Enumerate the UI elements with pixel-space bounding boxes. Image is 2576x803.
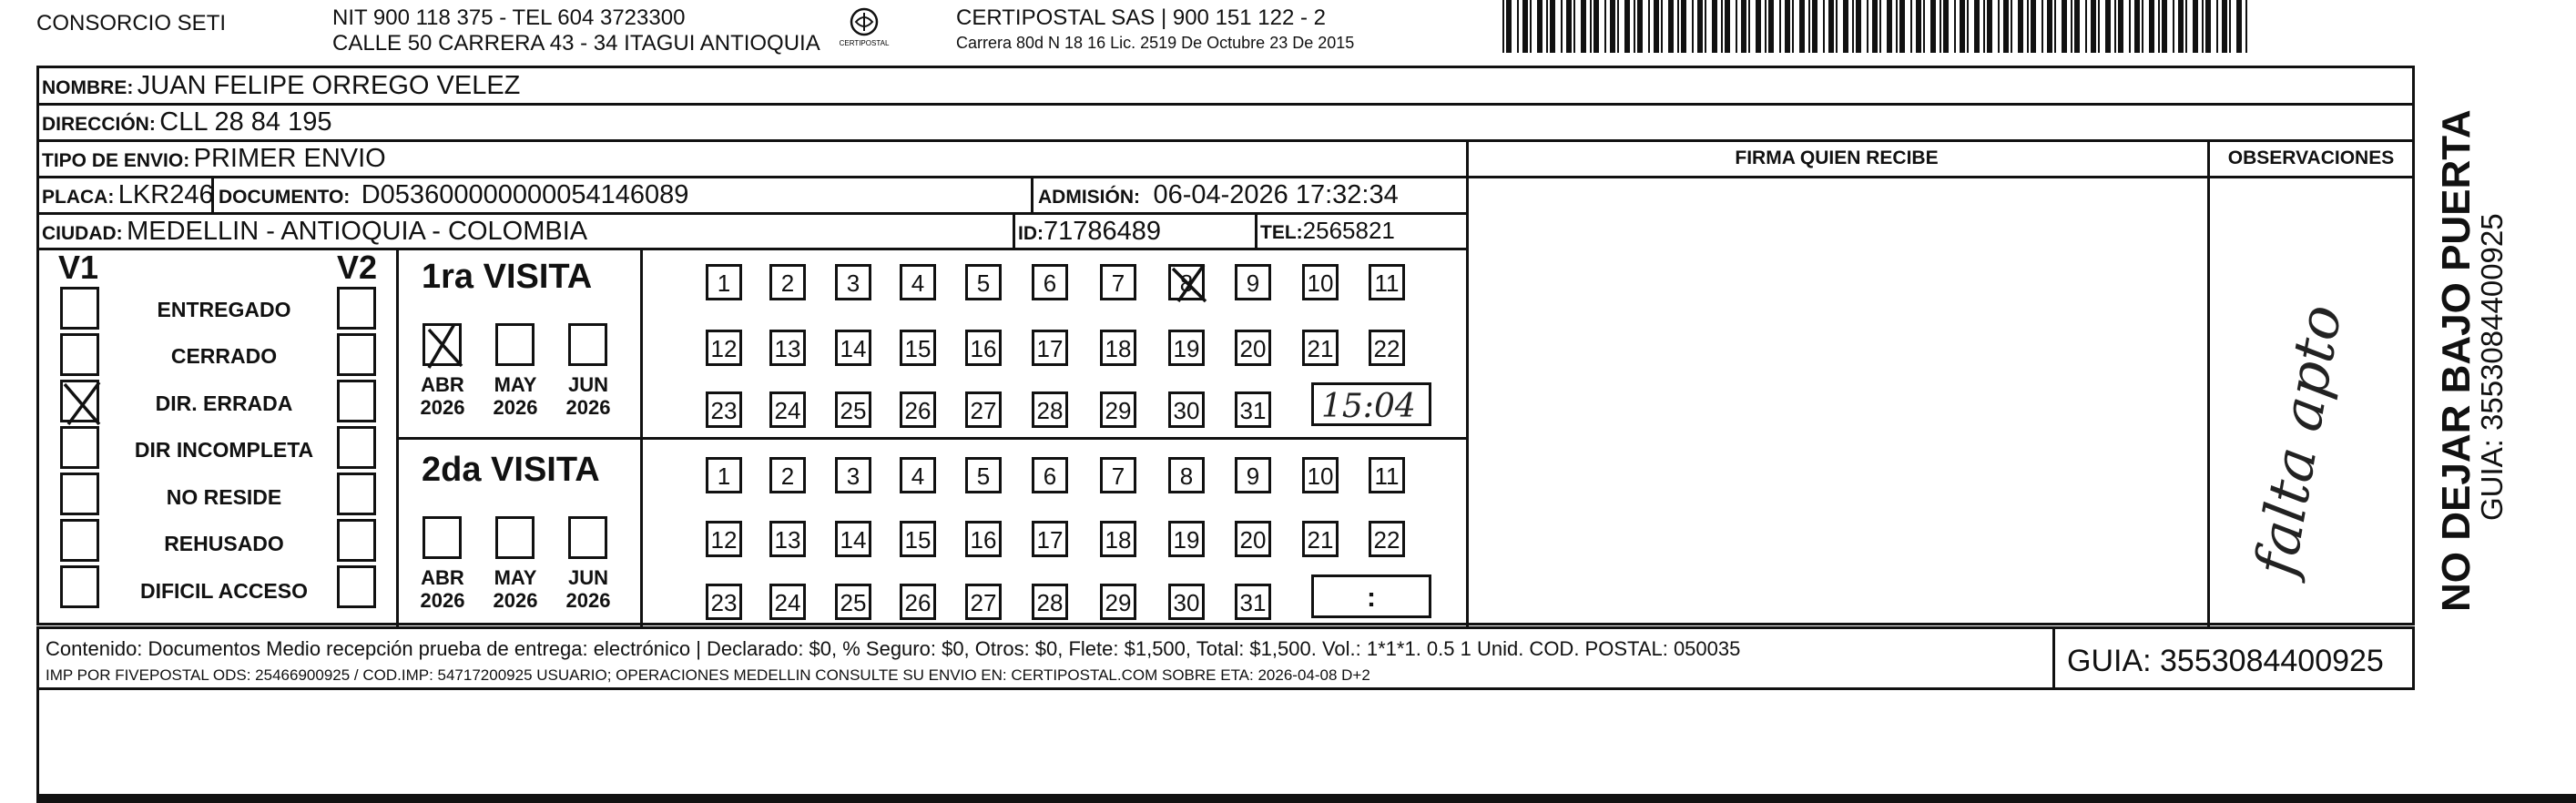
second-visit-day-27[interactable]: 27	[965, 584, 1002, 620]
barcode-bar	[1550, 0, 1555, 53]
v2-cerrado-checkbox[interactable]	[337, 333, 376, 376]
barcode-bar	[1634, 0, 1635, 53]
second-visit-day-6[interactable]: 6	[1032, 457, 1068, 493]
barcode-bar	[1617, 0, 1619, 53]
barcode-bar	[1593, 0, 1599, 53]
second-visit-day-30[interactable]: 30	[1168, 584, 1205, 620]
barcode-bar	[1896, 0, 1898, 53]
barcode-bar	[1983, 0, 1985, 53]
first-month-abr-checkbox[interactable]	[423, 323, 462, 366]
first-visit-day-19[interactable]: 19	[1168, 330, 1205, 366]
barcode-bar	[2098, 0, 2100, 53]
tel-value: 2565821	[1302, 217, 1395, 244]
documento-label: DOCUMENTO:	[219, 187, 351, 208]
first-visit-day-7[interactable]: 7	[1100, 264, 1136, 300]
second-visit-day-26[interactable]: 26	[900, 584, 936, 620]
barcode-bar	[2105, 0, 2111, 53]
barcode-bar	[1879, 0, 1881, 53]
barcode-bar	[1792, 0, 1794, 53]
option-cerrado: CERRADO	[170, 344, 278, 368]
barcode-bar	[1725, 0, 1730, 53]
barcode-bar	[1808, 0, 1810, 53]
barcode-bar	[1765, 0, 1767, 53]
barcode-bar	[1967, 0, 1969, 53]
second-visit-day-31[interactable]: 31	[1235, 584, 1271, 620]
documento-value: D053600000000054146089	[361, 180, 689, 209]
first-visit-day-17[interactable]: 17	[1032, 330, 1068, 366]
barcode-bar	[1910, 0, 1912, 53]
id-value: 71786489	[1044, 217, 1162, 246]
second-visit-day-23[interactable]: 23	[706, 584, 742, 620]
barcode-bar	[1561, 0, 1563, 53]
svg-text:GUIA: 3553084400925: GUIA: 3553084400925	[2475, 213, 2509, 521]
option-dir-incompleta: DIR INCOMPLETA	[134, 438, 314, 462]
first-visit-day-16[interactable]: 16	[965, 330, 1002, 366]
barcode-bar	[1581, 0, 1586, 53]
barcode-bar	[1943, 0, 1949, 53]
v2-dir-incompleta-checkbox[interactable]	[337, 426, 376, 469]
firma-header: FIRMA QUIEN RECIBE	[1735, 147, 1939, 168]
bottom-edge-band	[36, 794, 2576, 803]
barcode-bar	[1887, 0, 1892, 53]
barcode-bar	[1705, 0, 1706, 53]
license-line: Carrera 80d N 18 16 Lic. 2519 De Octubre 23 De 2015	[956, 34, 1355, 52]
second-visit-day-29[interactable]: 29	[1100, 584, 1136, 620]
second-visit-day-13[interactable]: 13	[769, 521, 806, 557]
certipostal-logo	[836, 5, 892, 53]
second-visit-day-18[interactable]: 18	[1100, 521, 1136, 557]
first-visit-day-23[interactable]: 23	[706, 391, 742, 428]
v1-header: V1	[58, 249, 99, 286]
admision-value: 06-04-2026 17:32:34	[1153, 180, 1399, 209]
svg-text:NO DEJAR BAJO PUERTA: NO DEJAR BAJO PUERTA	[2434, 109, 2479, 612]
v2-dificil-acceso-checkbox[interactable]	[337, 565, 376, 608]
barcode-bar	[2236, 0, 2242, 53]
option-dificil-acceso: DIFICIL ACCESO	[139, 579, 308, 603]
first-visit-time: 15:04	[1321, 388, 1416, 425]
barcode-bar	[1681, 0, 1686, 53]
second-visit-day-11[interactable]: 11	[1369, 457, 1405, 493]
v1-dir-incompleta-checkbox[interactable]	[60, 426, 99, 469]
v1-rehusado-checkbox[interactable]	[60, 519, 99, 562]
side-notice	[2415, 66, 2524, 625]
option-no-reside: NO RESIDE	[166, 485, 282, 509]
v2-dir-errada-checkbox[interactable]	[337, 380, 376, 422]
observaciones-handwriting	[2207, 178, 2415, 624]
barcode-bar	[1940, 0, 1941, 53]
direccion-row	[42, 109, 332, 136]
barcode-bar	[1799, 0, 1805, 53]
v2-entregado-checkbox[interactable]	[337, 287, 376, 330]
second-visit-day-1[interactable]: 1	[706, 457, 742, 493]
second-visit-day-19[interactable]: 19	[1168, 521, 1205, 557]
barcode-bar	[2085, 0, 2087, 53]
address-line: CALLE 50 CARRERA 43 - 34 ITAGUI ANTIOQUIA	[332, 31, 820, 56]
barcode-bar	[1506, 0, 1512, 53]
first-visit-day-13[interactable]: 13	[769, 330, 806, 366]
admision-label: ADMISIÓN:	[1038, 187, 1140, 208]
barcode-bar	[1654, 0, 1659, 53]
tel-cell	[1260, 219, 1395, 242]
barcode-bar	[1923, 0, 1925, 53]
barcode-bar	[1756, 0, 1761, 53]
barcode-bar	[1960, 0, 1965, 53]
barcode-bar	[2031, 0, 2036, 53]
carrier-line: CERTIPOSTAL SAS | 900 151 122 - 2	[956, 5, 1326, 30]
second-month-abr-checkbox[interactable]	[423, 516, 462, 559]
barcode-bar	[1624, 0, 1630, 53]
barcode-bar	[1899, 0, 1905, 53]
barcode-bar	[1954, 0, 1956, 53]
second-month-may-checkbox[interactable]	[495, 516, 535, 559]
barcode-bar	[2134, 0, 2140, 53]
v1-entregado-checkbox[interactable]	[60, 287, 99, 330]
barcode-bar	[1768, 0, 1774, 53]
barcode-bar	[1836, 0, 1838, 53]
barcode-bar	[2202, 0, 2204, 53]
v1-dificil-acceso-checkbox[interactable]	[60, 565, 99, 608]
barcode-bar	[1867, 0, 1868, 53]
barcode-bar	[1974, 0, 1980, 53]
barcode-bar	[2222, 0, 2227, 53]
barcode-bar	[2027, 0, 2029, 53]
first-visit-day-3[interactable]: 3	[835, 264, 871, 300]
first-visit-day-21[interactable]: 21	[1302, 330, 1339, 366]
barcode-bar	[2149, 0, 2154, 53]
first-visit-day-24[interactable]: 24	[769, 391, 806, 428]
barcode-bar	[1522, 0, 1528, 53]
barcode-bar	[1661, 0, 1663, 53]
second-visit-day-22[interactable]: 22	[1369, 521, 1405, 557]
first-visit-time-box[interactable]	[1311, 382, 1431, 426]
check-mark-icon	[422, 317, 467, 373]
first-visit-day-26[interactable]: 26	[900, 391, 936, 428]
first-visit-day-15[interactable]: 15	[900, 330, 936, 366]
second-visit-day-24[interactable]: 24	[769, 584, 806, 620]
v2-rehusado-checkbox[interactable]	[337, 519, 376, 562]
first-visit-title: 1ra VISITA	[422, 258, 593, 296]
barcode-bar	[1637, 0, 1643, 53]
first-visit-day-2[interactable]: 2	[769, 264, 806, 300]
id-label: ID:	[1018, 223, 1044, 244]
barcode-bar	[2091, 0, 2096, 53]
first-visit-day-6[interactable]: 6	[1032, 264, 1068, 300]
barcode-bar	[1610, 0, 1615, 53]
barcode-bar	[2003, 0, 2009, 53]
second-visit-day-10[interactable]: 10	[1302, 457, 1339, 493]
barcode-bar	[2129, 0, 2131, 53]
barcode-bar	[1856, 0, 1861, 53]
first-visit-day-14[interactable]: 14	[835, 330, 871, 366]
first-visit-day-11[interactable]: 11	[1369, 264, 1405, 300]
barcode-bar	[1930, 0, 1936, 53]
first-month-jun-checkbox[interactable]	[568, 323, 607, 366]
placa-value: LKR246	[117, 180, 214, 209]
id-cell	[1018, 219, 1161, 245]
barcode-bar	[2185, 0, 2187, 53]
first-visit-day-10[interactable]: 10	[1302, 264, 1339, 300]
v2-no-reside-checkbox[interactable]	[337, 473, 376, 515]
barcode-bar	[1692, 0, 1694, 53]
check-mark-icon	[1167, 261, 1211, 307]
barcode-bar	[2216, 0, 2218, 53]
second-visit-title: 2da VISITA	[422, 451, 600, 489]
barcode-bar	[2074, 0, 2080, 53]
footer-content-line: Contenido: Documentos Medio recepción prueba de entrega: electrónico | Declarado: $0, % Seguro: $0, Otros: $0, Flete: $1,500, Total: $1,500. Vol.: 1*1*1. 0.5 1 Unid. COD. POSTAL: 050035	[46, 637, 1741, 660]
second-visit-day-4[interactable]: 4	[900, 457, 936, 493]
v1-cerrado-checkbox[interactable]	[60, 333, 99, 376]
footer-guia: GUIA: 3553084400925	[2067, 644, 2384, 678]
barcode-bar	[1712, 0, 1717, 53]
barcode-bar	[1785, 0, 1790, 53]
barcode-bar	[2041, 0, 2043, 53]
tipo-value: PRIMER ENVIO	[193, 144, 386, 173]
barcode-bar	[1741, 0, 1746, 53]
barcode-bar	[2162, 0, 2167, 53]
second-visit-day-3[interactable]: 3	[835, 457, 871, 493]
nombre-value: JUAN FELIPE ORREGO VELEZ	[137, 71, 521, 100]
option-entregado: ENTREGADO	[157, 298, 291, 321]
tipo-row	[42, 146, 386, 172]
second-visit-day-8[interactable]: 8	[1168, 457, 1205, 493]
barcode-bar	[2114, 0, 2116, 53]
svg-text:falta apto: falta apto	[2241, 300, 2355, 581]
barcode-bar	[2054, 0, 2056, 53]
tipo-label: TIPO DE ENVIO:	[42, 150, 190, 171]
barcode-bar	[2245, 0, 2247, 53]
barcode-bar	[2018, 0, 2023, 53]
barcode-bar	[1530, 0, 1532, 53]
second-visit-day-12[interactable]: 12	[706, 521, 742, 557]
barcode-bar	[1697, 0, 1703, 53]
barcode	[1502, 0, 2254, 55]
first-visit-day-28[interactable]: 28	[1032, 391, 1068, 428]
first-visit-day-31[interactable]: 31	[1235, 391, 1271, 428]
barcode-bar	[1648, 0, 1650, 53]
second-visit-day-2[interactable]: 2	[769, 457, 806, 493]
second-month-abr-label: ABR 2026	[420, 566, 465, 613]
barcode-bar	[1843, 0, 1848, 53]
barcode-bar	[1987, 0, 1992, 53]
first-visit-day-30[interactable]: 30	[1168, 391, 1205, 428]
first-month-may-label: MAY 2026	[493, 373, 538, 420]
second-month-jun-label: JUN 2026	[565, 566, 611, 613]
first-visit-day-8[interactable]: 8	[1168, 264, 1205, 300]
barcode-bar	[1546, 0, 1548, 53]
second-visit-day-16[interactable]: 16	[965, 521, 1002, 557]
barcode-bar	[2011, 0, 2012, 53]
barcode-bar	[1872, 0, 1878, 53]
barcode-bar	[1590, 0, 1592, 53]
first-visit-day-9[interactable]: 9	[1235, 264, 1271, 300]
option-dir-errada: DIR. ERRADA	[155, 391, 293, 415]
second-visit-day-9[interactable]: 9	[1235, 457, 1271, 493]
second-visit-day-5[interactable]: 5	[965, 457, 1002, 493]
direccion-value: CLL 28 84 195	[159, 107, 332, 137]
ciudad-label: CIUDAD:	[42, 223, 123, 244]
first-month-may-checkbox[interactable]	[495, 323, 535, 366]
second-visit-day-14[interactable]: 14	[835, 521, 871, 557]
barcode-bar	[2142, 0, 2143, 53]
barcode-bar	[2071, 0, 2072, 53]
barcode-bar	[2047, 0, 2052, 53]
nombre-label: NOMBRE:	[42, 77, 134, 98]
v2-header: V2	[337, 249, 378, 286]
barcode-bar	[1916, 0, 1921, 53]
barcode-bar	[2205, 0, 2211, 53]
second-visit-time: :	[1367, 583, 1376, 613]
first-visit-day-1[interactable]: 1	[706, 264, 742, 300]
first-visit-day-18[interactable]: 18	[1100, 330, 1136, 366]
first-visit-day-25[interactable]: 25	[835, 391, 871, 428]
footer-imp-line: IMP POR FIVEPOSTAL ODS: 25466900925 / COD.IMP: 54717200925 USUARIO; OPERACIONES MEDELLIN CONSULTE SU ENVIO EN: CERTIPOSTAL.COM SOBRE ETA: 2026-04-08 D+2	[46, 666, 1370, 684]
ciudad-value: MEDELLIN - ANTIOQUIA - COLOMBIA	[127, 217, 588, 246]
second-visit-time-box[interactable]	[1311, 574, 1431, 618]
second-visit-day-20[interactable]: 20	[1235, 521, 1271, 557]
barcode-bar	[2062, 0, 2067, 53]
barcode-bar	[1736, 0, 1737, 53]
barcode-bar	[1502, 0, 1504, 53]
second-visit-day-17[interactable]: 17	[1032, 521, 1068, 557]
barcode-bar	[1852, 0, 1854, 53]
barcode-bar	[1604, 0, 1606, 53]
first-visit-day-27[interactable]: 27	[965, 391, 1002, 428]
barcode-bar	[1573, 0, 1575, 53]
barcode-bar	[2158, 0, 2160, 53]
company-name: CONSORCIO SETI	[36, 11, 227, 36]
barcode-bar	[2193, 0, 2198, 53]
barcode-bar	[1537, 0, 1543, 53]
first-visit-day-29[interactable]: 29	[1100, 391, 1136, 428]
barcode-bar	[1748, 0, 1750, 53]
second-visit-day-15[interactable]: 15	[900, 521, 936, 557]
v1-dir-errada-checkbox[interactable]	[60, 380, 99, 422]
barcode-bar	[1668, 0, 1674, 53]
first-visit-day-5[interactable]: 5	[965, 264, 1002, 300]
second-visit-day-28[interactable]: 28	[1032, 584, 1068, 620]
ciudad-cell	[42, 219, 587, 245]
second-visit-day-25[interactable]: 25	[835, 584, 871, 620]
barcode-bar	[2118, 0, 2123, 53]
barcode-bar	[1517, 0, 1519, 53]
first-visit-day-20[interactable]: 20	[1235, 330, 1271, 366]
second-visit-day-7[interactable]: 7	[1100, 457, 1136, 493]
first-month-jun-label: JUN 2026	[565, 373, 611, 420]
placa-label: PLACA:	[42, 187, 115, 208]
barcode-bar	[1812, 0, 1817, 53]
admision-cell	[1038, 182, 1399, 208]
barcode-bar	[2229, 0, 2231, 53]
placa-cell	[42, 182, 214, 208]
first-visit-day-12[interactable]: 12	[706, 330, 742, 366]
nit-line: NIT 900 118 375 - TEL 604 3723300	[332, 5, 686, 30]
barcode-bar	[1828, 0, 1834, 53]
second-month-may-label: MAY 2026	[493, 566, 538, 613]
first-month-abr-label: ABR 2026	[420, 373, 465, 420]
second-month-jun-checkbox[interactable]	[568, 516, 607, 559]
first-visit-day-22[interactable]: 22	[1369, 330, 1405, 366]
barcode-bar	[2178, 0, 2184, 53]
observaciones-header: OBSERVACIONES	[2227, 147, 2395, 168]
first-visit-day-4[interactable]: 4	[900, 264, 936, 300]
direccion-label: DIRECCIÓN:	[42, 114, 156, 135]
nombre-row	[42, 73, 520, 99]
barcode-bar	[1998, 0, 2000, 53]
barcode-bar	[1721, 0, 1723, 53]
check-mark-icon	[59, 377, 105, 430]
option-rehusado: REHUSADO	[164, 532, 284, 555]
documento-cell	[219, 182, 688, 208]
barcode-bar	[1566, 0, 1572, 53]
barcode-bar	[1823, 0, 1825, 53]
second-visit-day-21[interactable]: 21	[1302, 521, 1339, 557]
barcode-bar	[2173, 0, 2174, 53]
barcode-bar	[1779, 0, 1781, 53]
v1-no-reside-checkbox[interactable]	[60, 473, 99, 515]
svg-text:CERTIPOSTAL: CERTIPOSTAL	[839, 39, 890, 47]
barcode-bar	[1677, 0, 1679, 53]
tel-label: TEL:	[1260, 222, 1303, 243]
